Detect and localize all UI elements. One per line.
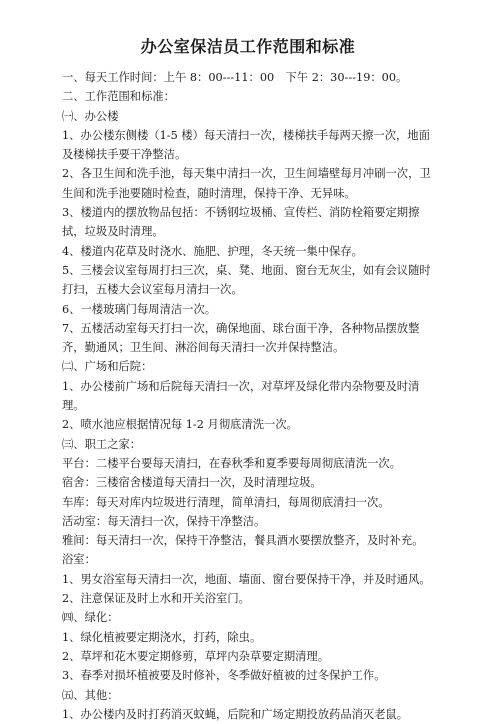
paragraph: 1、男女浴室每天清扫一次，地面、墙面、窗台要保持干净，并及时通风。	[62, 572, 431, 586]
paragraph: 车库：每天对库内垃圾进行清理，简单清扫，每周彻底清扫一次。	[62, 495, 390, 509]
paragraph: ㈡、广场和后院：	[62, 360, 153, 374]
document-body	[62, 68, 437, 724]
paragraph: 2、注意保证及时上水和开关浴室门。	[62, 592, 250, 606]
paragraph: 浴室：	[62, 553, 96, 567]
paragraph: ㈠、办公楼	[62, 109, 119, 123]
paragraph: 宿舍：三楼宿舍楼道每天清扫一次，及时清理垃圾。	[62, 476, 322, 490]
paragraph: 活动室：每天清扫一次，保持干净整洁。	[62, 514, 266, 528]
paragraph: ㈣、绿化：	[62, 611, 119, 625]
paragraph: 2、草坪和花木要定期修剪，草坪内杂草要定期清理。	[62, 649, 330, 663]
paragraph: 2、各卫生间和洗手池，每天集中清扫一次，卫生间墙壁每月冲刷一次，卫生间和洗手池要随时检查，随时清理，保持干净、无异味。	[62, 167, 431, 200]
paragraph: 5、三楼会议室每周打扫三次，桌、凳、地面、窗台无灰尘，如有会议随时打扫，五楼大会议室每月清扫一次。	[62, 263, 431, 297]
paragraph: 2、喷水池应根据情况每 1-2 月彻底清洗一次。	[62, 418, 298, 432]
paragraph: 6、一楼玻璃门每周清洁一次。	[62, 302, 217, 316]
paragraph: 1、绿化植被要定期浇水，打药，除虫。	[62, 630, 262, 644]
paragraph: 1、办公楼内及时打药消灭蚊蝇，后院和广场定期投放药品消灭老鼠。	[62, 707, 409, 721]
paragraph: 平台：二楼平台要每天清扫，在春秋季和夏季要每周彻底清洗一次。	[62, 456, 401, 470]
paragraph: 一、每天工作时间：上午 8：00---11：00 下午 2：30---19：00。	[62, 71, 408, 84]
paragraph: ㈤、其他：	[62, 688, 119, 702]
paragraph: 雅间：每天清扫一次，保持干净整洁，餐具酒水要摆放整齐，及时补充。	[62, 534, 424, 548]
paragraph: 3、春季对损坏植被要及时修补，冬季做好植被的过冬保护工作。	[62, 669, 386, 683]
paragraph: 1、办公楼前广场和后院每天清扫一次，对草坪及绿化带内杂物要及时清理。	[62, 379, 420, 413]
paragraph: 4、楼道内花草及时浇水、施肥、护理，冬天统一集中保存。	[62, 244, 363, 258]
paragraph: 3、楼道内的摆放物品包括：不锈钢垃圾桶、宣传栏、消防栓箱要定期擦拭，垃圾及时清理。	[62, 206, 420, 239]
paragraph: 7、五楼活动室每天打扫一次，确保地面、球台面干净，各种物品摆放整齐，勤通风；卫生间、淋浴间每天清扫一次并保持整洁。	[62, 321, 420, 355]
paragraph: 1、办公楼东侧楼（1-5 楼）每天清扫一次，楼梯扶手每两天擦一次，地面及楼梯扶手要干净整洁。	[62, 128, 430, 162]
paragraph: 二、工作范围和标准：	[62, 90, 175, 104]
document-title: 办公室保洁员工作范围和标准	[140, 37, 356, 56]
paragraph: ㈢、职工之家：	[62, 437, 142, 451]
